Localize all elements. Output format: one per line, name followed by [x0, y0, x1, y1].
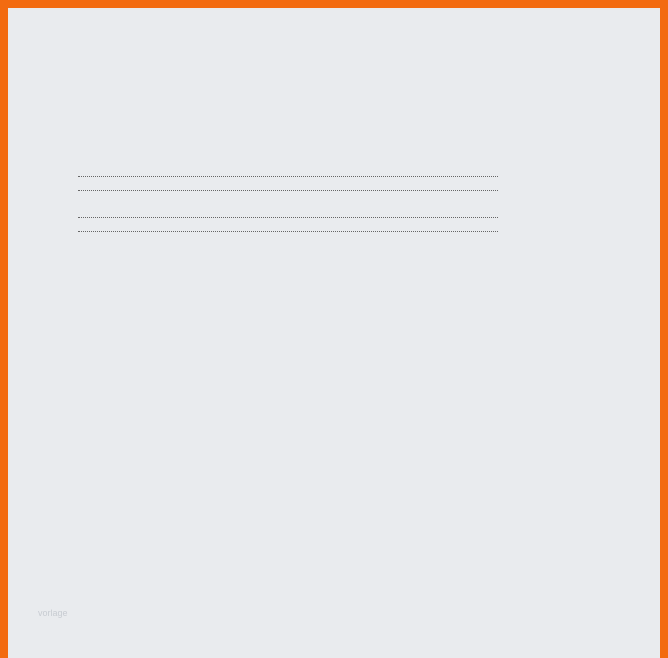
dotted-line — [78, 225, 498, 232]
watermark: vorlage — [38, 608, 68, 618]
dotted-line — [78, 184, 498, 191]
document-page — [8, 8, 660, 658]
dotted-line — [78, 211, 498, 218]
dotted-line — [78, 170, 498, 177]
